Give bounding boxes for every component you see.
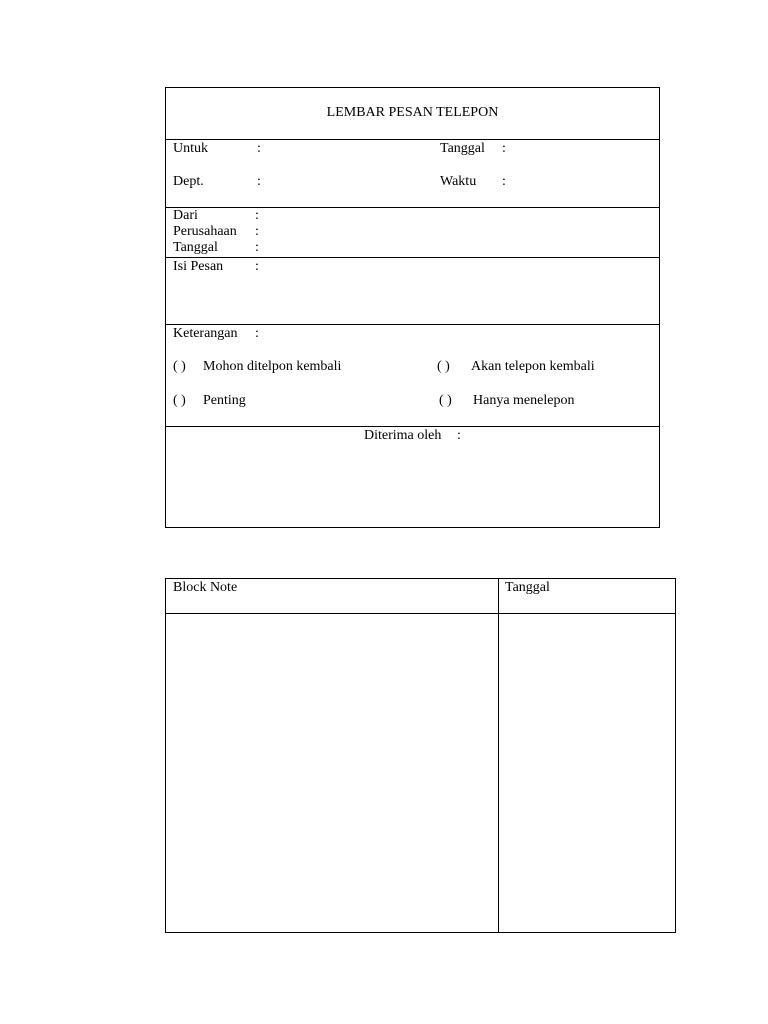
remarks-section: [166, 324, 659, 427]
checkbox-hanya[interactable]: ( ): [439, 393, 452, 408]
keterangan-colon: :: [255, 326, 259, 341]
dari-colon: :: [255, 208, 259, 223]
checkbox-mohon[interactable]: ( ): [173, 359, 186, 374]
tanggal-header: Tanggal: [505, 580, 550, 595]
option-mohon-label: Mohon ditelpon kembali: [203, 359, 342, 374]
waktu-label: Waktu: [440, 174, 477, 189]
dept-colon: :: [257, 174, 261, 189]
tanggal-label: Tanggal: [440, 141, 485, 156]
checkbox-penting[interactable]: ( ): [173, 393, 186, 408]
diterima-label: Diterima oleh: [364, 428, 442, 443]
sender-section: [166, 207, 659, 258]
phone-message-form: [165, 87, 660, 528]
perusahaan-label: Perusahaan: [173, 224, 237, 239]
diterima-colon: :: [457, 428, 461, 443]
tanggal2-label: Tanggal: [173, 240, 218, 255]
received-by-section: [166, 426, 659, 528]
waktu-colon: :: [502, 174, 506, 189]
tanggal2-colon: :: [255, 240, 259, 255]
tanggal-area[interactable]: [499, 614, 675, 932]
message-section: [166, 257, 659, 325]
block-note-table: [165, 578, 676, 933]
form-title: LEMBAR PESAN TELEPON: [326, 105, 499, 120]
option-akan-label: Akan telepon kembali: [471, 359, 595, 374]
dari-label: Dari: [173, 208, 198, 223]
option-penting-label: Penting: [203, 393, 246, 408]
block-note-area[interactable]: [166, 614, 498, 932]
dept-label: Dept.: [173, 174, 204, 189]
untuk-label: Untuk: [173, 141, 208, 156]
block-note-header: Block Note: [173, 580, 238, 595]
recipient-section: [166, 139, 659, 207]
perusahaan-colon: :: [255, 224, 259, 239]
tanggal-colon: :: [502, 141, 506, 156]
keterangan-label: Keterangan: [173, 326, 238, 341]
isi-pesan-colon: :: [255, 259, 259, 274]
option-hanya-label: Hanya menelepon: [473, 393, 575, 408]
checkbox-akan[interactable]: ( ): [437, 359, 450, 374]
untuk-colon: :: [257, 141, 261, 156]
isi-pesan-label: Isi Pesan: [173, 259, 224, 274]
